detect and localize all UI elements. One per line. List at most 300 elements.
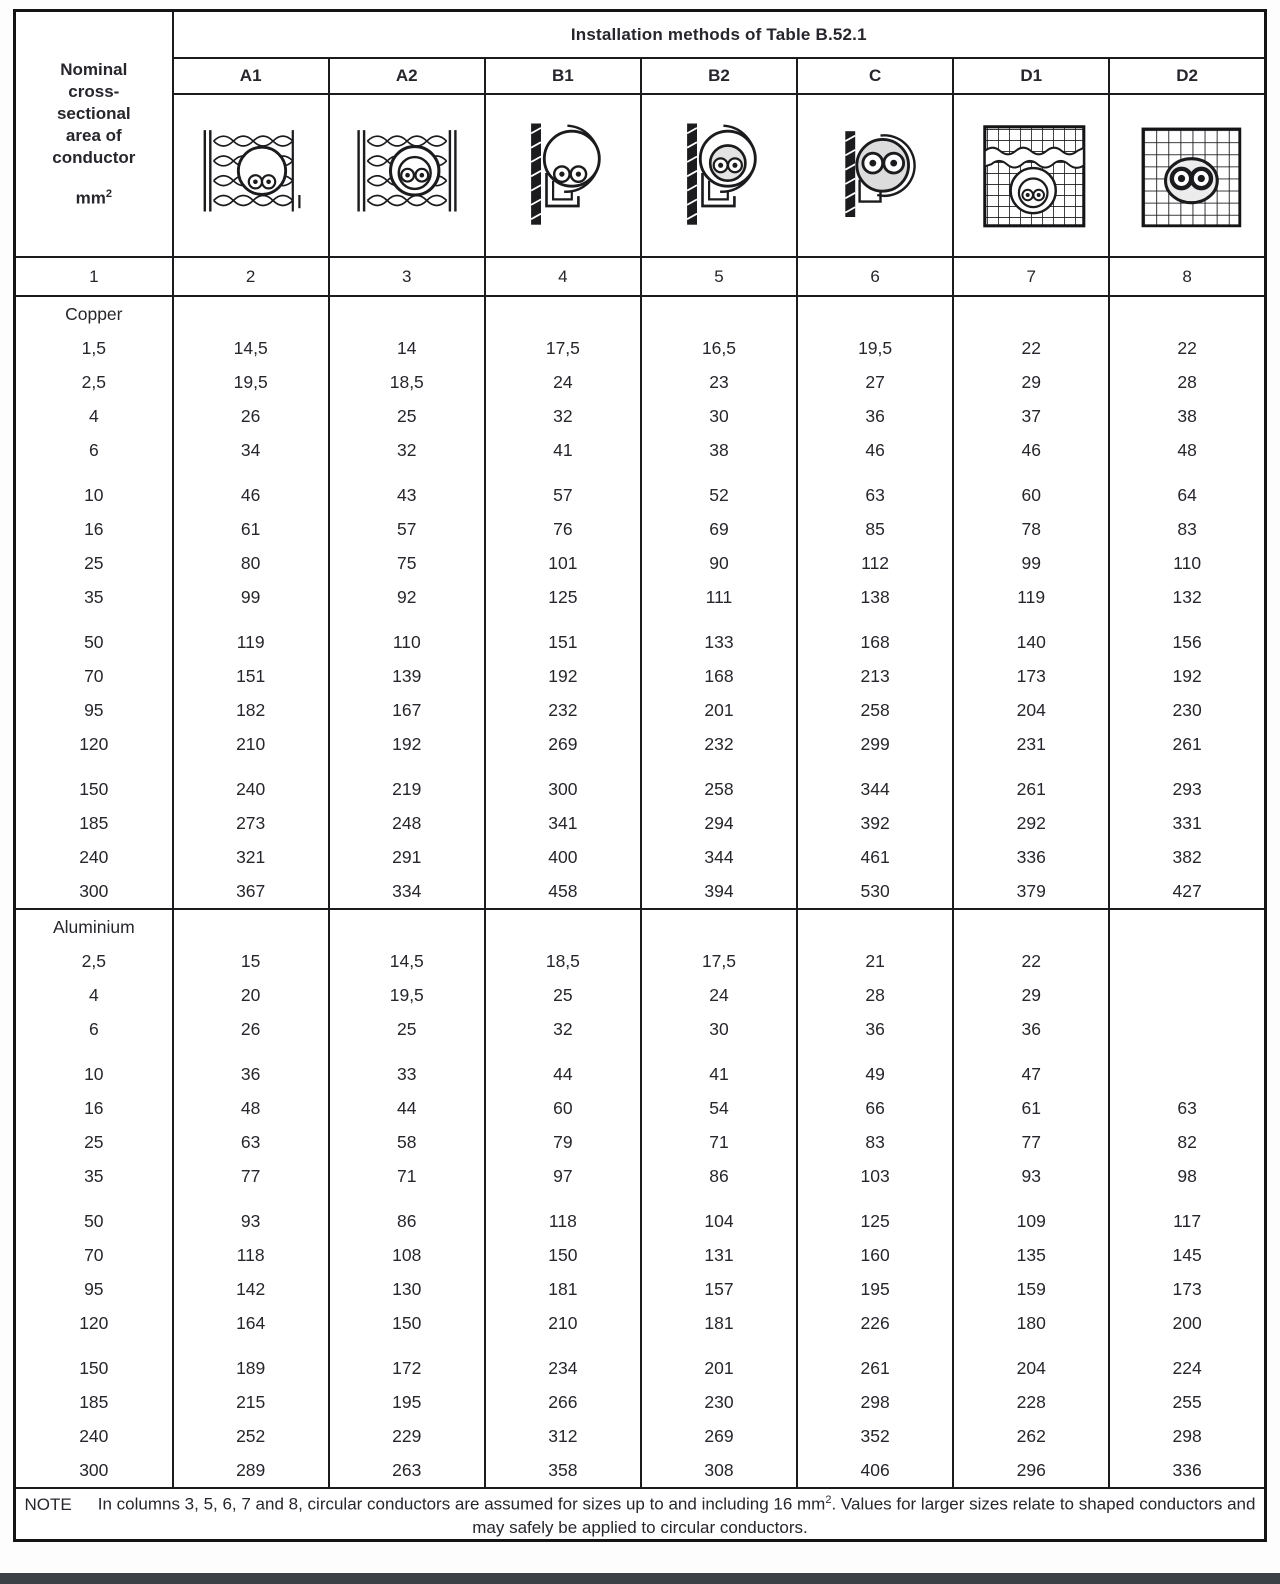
size-cell: 25 [84, 1132, 104, 1152]
capacity-cell: 54 [709, 1098, 729, 1118]
capacity-cell: 24 [553, 372, 573, 392]
section-label-spacer [486, 910, 640, 944]
capacity-cell: 394 [704, 881, 734, 901]
capacity-cell: 292 [1016, 813, 1046, 833]
column-number-8: 8 [1109, 257, 1265, 296]
size-cell: 10 [84, 485, 104, 505]
capacity-cell: 18,5 [545, 951, 580, 971]
conduit-on-wall-icon [508, 114, 618, 232]
capacity-cell: 331 [1172, 813, 1202, 833]
capacity-cell: 36 [1021, 1019, 1041, 1039]
capacity-cell: 261 [860, 1358, 890, 1378]
size-cell: 120 [79, 734, 109, 754]
size-cell: 185 [79, 1392, 109, 1412]
capacity-cell: 64 [1177, 485, 1197, 505]
size-cell: 35 [84, 587, 104, 607]
capacity-column-d2-aluminium [1109, 909, 1265, 1488]
capacity-cell: 36 [240, 1064, 261, 1084]
capacity-cell: 22 [1021, 951, 1041, 971]
capacity-cell: 289 [236, 1460, 266, 1480]
capacity-cell: 71 [397, 1166, 417, 1186]
capacity-cell: 145 [1172, 1245, 1202, 1265]
size-cell: 120 [79, 1313, 109, 1333]
capacity-cell: 28 [1177, 372, 1197, 392]
capacity-cell: 27 [865, 372, 885, 392]
capacity-cell: 150 [548, 1245, 578, 1265]
capacity-cell: 34 [240, 440, 261, 460]
capacity-cell: 215 [236, 1392, 266, 1412]
size-cell: 150 [79, 1358, 109, 1378]
capacity-cell: 230 [704, 1392, 734, 1412]
duct-in-ground-icon [976, 114, 1086, 232]
capacity-cell: 229 [392, 1426, 422, 1446]
size-header-unit: $mm^2$ [75, 187, 112, 208]
column-number-4: 4 [485, 257, 641, 296]
capacity-cell: 110 [392, 632, 421, 652]
capacity-cell: 90 [709, 553, 729, 573]
capacity-cell: 30 [709, 1019, 729, 1039]
capacity-cell: 252 [236, 1426, 266, 1446]
section-label: Copper [65, 304, 123, 324]
capacity-cell: 213 [860, 666, 890, 686]
capacity-cell: 382 [1172, 847, 1202, 867]
capacity-cell: 138 [860, 587, 890, 607]
size-column-aluminium [15, 909, 173, 1488]
capacity-column-a2-aluminium [329, 909, 485, 1488]
capacity-cell: 46 [1021, 440, 1041, 460]
capacity-cell: 26 [240, 1019, 261, 1039]
capacity-cell: 118 [236, 1245, 265, 1265]
capacity-cell: 219 [392, 779, 422, 799]
capacity-cell: 66 [865, 1098, 885, 1118]
capacity-cell: 117 [1173, 1211, 1202, 1231]
conduit-in-insulated-wall-icon [196, 114, 306, 232]
capacity-cell: 181 [548, 1279, 578, 1299]
capacity-cell: 266 [548, 1392, 578, 1412]
capacity-cell: 228 [1016, 1392, 1046, 1412]
capacity-cell: 160 [860, 1245, 890, 1265]
capacity-cell: 173 [1016, 666, 1046, 686]
capacity-cell: 86 [397, 1211, 417, 1231]
capacity-cell: 112 [861, 553, 890, 573]
capacity-cell: 61 [240, 519, 261, 539]
capacity-cell: 29 [1021, 985, 1041, 1005]
capacity-cell: 78 [1021, 519, 1041, 539]
capacity-cell: 461 [860, 847, 890, 867]
capacity-cell: 181 [704, 1313, 734, 1333]
capacity-cell: 23 [709, 372, 729, 392]
capacity-cell: 334 [392, 881, 422, 901]
capacity-cell: 109 [1016, 1211, 1046, 1231]
section-label-spacer [798, 297, 952, 331]
size-column-copper [15, 296, 173, 909]
capacity-cell: 299 [860, 734, 890, 754]
method-label-d1: D1 [953, 58, 1109, 94]
capacity-cell: 231 [1016, 734, 1046, 754]
capacity-cell: 379 [1016, 881, 1046, 901]
capacity-cell: 44 [553, 1064, 573, 1084]
capacity-cell: 294 [704, 813, 734, 833]
capacity-cell: 344 [704, 847, 734, 867]
capacity-cell: 82 [1177, 1132, 1197, 1152]
capacity-cell: 125 [860, 1211, 890, 1231]
capacity-cell: 24 [709, 985, 729, 1005]
size-cell: 2,5 [81, 951, 106, 971]
column-number-1: 1 [15, 257, 173, 296]
size-header-line: cross- [68, 81, 120, 101]
capacity-cell: 192 [1172, 666, 1202, 686]
method-label-c: C [797, 58, 953, 94]
capacity-cell: 36 [865, 1019, 885, 1039]
capacity-cell: 321 [236, 847, 266, 867]
capacity-cell: 352 [860, 1426, 890, 1446]
capacity-cell: 103 [860, 1166, 890, 1186]
capacity-cell: 167 [392, 700, 422, 720]
capacity-cell: 57 [553, 485, 573, 505]
section-label-spacer [330, 910, 484, 944]
capacity-cell: 336 [1016, 847, 1046, 867]
capacity-cell: 192 [392, 734, 422, 754]
capacity-cell: 230 [1172, 700, 1202, 720]
capacity-cell: 16,5 [701, 338, 737, 358]
capacity-cell: 41 [709, 1064, 729, 1084]
capacity-cell: 135 [1016, 1245, 1046, 1265]
capacity-cell: 182 [236, 700, 266, 720]
size-cell: 70 [84, 666, 104, 686]
section-label-spacer [486, 297, 640, 331]
capacity-cell: 261 [1172, 734, 1202, 754]
capacity-cell: 22 [1021, 338, 1041, 358]
capacity-cell [1110, 978, 1264, 1012]
size-cell: 240 [79, 1426, 109, 1446]
capacity-cell: 19,5 [233, 372, 268, 392]
capacity-cell: 14,5 [233, 338, 268, 358]
capacity-cell: 159 [1016, 1279, 1046, 1299]
capacity-cell: 41 [553, 440, 573, 460]
capacity-cell: 63 [865, 485, 885, 505]
capacity-column-d1-aluminium [953, 909, 1109, 1488]
capacity-cell: 61 [1021, 1098, 1041, 1118]
capacity-cell: 125 [548, 587, 578, 607]
column-number-6: 6 [797, 257, 953, 296]
capacity-cell: 234 [548, 1358, 578, 1378]
method-label-a2: A2 [329, 58, 485, 94]
capacity-cell: 131 [704, 1245, 734, 1265]
size-cell: 1,5 [81, 338, 106, 358]
capacity-cell: 226 [860, 1313, 890, 1333]
capacity-cell: 293 [1172, 779, 1202, 799]
capacity-cell: 367 [236, 881, 266, 901]
size-cell: 50 [84, 1211, 104, 1231]
capacity-cell: 108 [392, 1245, 422, 1265]
size-header-line: sectional [56, 103, 131, 123]
capacity-column-a1-aluminium [173, 909, 329, 1488]
size-cell: 240 [79, 847, 109, 867]
capacity-cell: 291 [392, 847, 422, 867]
capacity-cell: 19,5 [389, 985, 424, 1005]
capacity-cell: 14 [397, 338, 417, 358]
capacity-cell: 210 [548, 1313, 578, 1333]
size-cell: 185 [79, 813, 109, 833]
capacity-cell: 110 [1173, 553, 1202, 573]
capacity-cell: 224 [1172, 1358, 1202, 1378]
multicore-cable-in-conduit-on-wall-icon [664, 114, 774, 232]
capacity-cell: 111 [705, 587, 733, 607]
buried-cable-icon [1132, 114, 1242, 232]
capacity-cell: 28 [865, 985, 885, 1005]
capacity-column-b1-copper [485, 296, 641, 909]
capacity-cell: 46 [865, 440, 885, 460]
capacity-cell: 232 [548, 700, 578, 720]
capacity-cell: 133 [704, 632, 734, 652]
capacity-cell: 168 [704, 666, 734, 686]
capacity-cell: 52 [709, 485, 729, 505]
capacity-cell: 60 [1021, 485, 1041, 505]
capacity-cell: 201 [704, 1358, 734, 1378]
capacity-cell: 77 [1021, 1132, 1041, 1152]
capacity-cell: 48 [240, 1098, 261, 1118]
capacity-cell: 392 [860, 813, 890, 833]
capacity-cell: 298 [1172, 1426, 1202, 1446]
capacity-cell: 44 [397, 1098, 417, 1118]
capacity-cell: 248 [392, 813, 422, 833]
capacity-cell: 37 [1021, 406, 1041, 426]
capacity-cell: 336 [1172, 1460, 1202, 1480]
size-header-line: conductor [52, 147, 136, 167]
column-number-2: 2 [173, 257, 329, 296]
capacity-cell: 263 [392, 1460, 422, 1480]
capacity-cell: 33 [397, 1064, 417, 1084]
capacity-cell: 17,5 [701, 951, 737, 971]
capacity-cell: 29 [1021, 372, 1041, 392]
table-title: Installation methods of Table B.52.1 [173, 11, 1266, 59]
capacity-cell: 406 [860, 1460, 890, 1480]
capacity-cell: 19,5 [858, 338, 893, 358]
capacity-column-c-copper [797, 296, 953, 909]
capacity-cell: 210 [236, 734, 266, 754]
capacity-cell: 151 [236, 666, 266, 686]
capacity-cell: 156 [1172, 632, 1202, 652]
capacity-cell [1110, 1012, 1264, 1046]
size-cell: 16 [84, 1098, 104, 1118]
capacity-cell: 57 [397, 519, 417, 539]
section-label-spacer [174, 297, 328, 331]
section-label-spacer [642, 910, 796, 944]
size-cell: 6 [88, 1019, 99, 1039]
multicore-cable-in-conduit-in-insulated-wall-icon [352, 114, 462, 232]
note-tag: NOTE [24, 1494, 72, 1514]
capacity-cell: 98 [1177, 1166, 1197, 1186]
capacity-cell: 151 [548, 632, 578, 652]
section-label-spacer [798, 910, 952, 944]
capacity-cell: 77 [240, 1166, 261, 1186]
capacity-cell: 63 [240, 1132, 261, 1152]
capacity-cell [1110, 1057, 1264, 1091]
capacity-cell: 298 [860, 1392, 890, 1412]
capacity-cell: 17,5 [545, 338, 580, 358]
column-number-7: 7 [953, 257, 1109, 296]
capacity-cell: 201 [704, 700, 734, 720]
capacity-cell: 344 [860, 779, 890, 799]
capacity-cell: 32 [397, 440, 417, 460]
capacity-cell: 38 [709, 440, 729, 460]
size-cell: 150 [79, 779, 109, 799]
size-cell: 300 [79, 1460, 109, 1480]
capacity-cell: 273 [236, 813, 266, 833]
capacity-cell: 80 [240, 553, 261, 573]
capacity-cell: 142 [236, 1279, 266, 1299]
capacity-cell: 60 [553, 1098, 573, 1118]
section-label-spacer [954, 297, 1108, 331]
capacity-cell: 296 [1016, 1460, 1046, 1480]
section-label-spacer [642, 297, 796, 331]
table-note [15, 1488, 1266, 1540]
capacity-cell: 164 [236, 1313, 266, 1333]
capacity-cell: 32 [553, 406, 573, 426]
note-text: In columns 3, 5, 6, 7 and 8, circular conductors are assumed for sizes up to and including 16 mm [97, 1494, 826, 1514]
capacity-cell: 83 [865, 1132, 885, 1152]
capacity-cell: 25 [397, 1019, 417, 1039]
note-sup: 2 [825, 1494, 832, 1506]
capacity-cell: 189 [236, 1358, 266, 1378]
size-cell: 6 [88, 440, 99, 460]
capacity-cell: 261 [1016, 779, 1046, 799]
size-column-header [15, 11, 173, 258]
size-header-line: Nominal [60, 59, 128, 79]
capacity-cell: 76 [553, 519, 573, 539]
capacity-column-b2-aluminium [641, 909, 797, 1488]
capacity-cell: 21 [865, 951, 885, 971]
size-header-line: area of [65, 125, 122, 145]
size-cell: 95 [84, 700, 104, 720]
size-cell: 10 [84, 1064, 104, 1084]
capacity-cell: 132 [1172, 587, 1202, 607]
capacity-cell: 180 [1016, 1313, 1046, 1333]
capacity-column-b1-aluminium [485, 909, 641, 1488]
capacity-cell: 458 [548, 881, 578, 901]
capacity-cell: 99 [240, 587, 261, 607]
size-cell: 2,5 [81, 372, 106, 392]
capacity-cell: 400 [548, 847, 578, 867]
page-bottom-bar [0, 1573, 1280, 1584]
size-cell: 4 [88, 406, 99, 426]
column-number-5: 5 [641, 257, 797, 296]
capacity-cell: 25 [553, 985, 573, 1005]
capacity-cell: 97 [553, 1166, 573, 1186]
section-label-spacer [954, 910, 1108, 944]
capacity-cell: 26 [240, 406, 261, 426]
method-label-a1: A1 [173, 58, 329, 94]
capacity-cell: 99 [1021, 553, 1041, 573]
capacity-cell: 48 [1177, 440, 1197, 460]
size-cell: 35 [84, 1166, 104, 1186]
capacity-cell: 195 [392, 1392, 422, 1412]
capacity-cell: 46 [240, 485, 261, 505]
capacity-cell: 192 [548, 666, 578, 686]
section-row-aluminium [15, 909, 1266, 1488]
capacity-cell: 172 [392, 1358, 422, 1378]
capacity-cell: 530 [860, 881, 890, 901]
capacity-cell: 86 [709, 1166, 729, 1186]
size-cell: 16 [84, 519, 104, 539]
capacity-cell: 232 [704, 734, 734, 754]
capacity-cell: 157 [704, 1279, 734, 1299]
capacity-cell: 63 [1177, 1098, 1197, 1118]
capacity-cell: 200 [1172, 1313, 1202, 1333]
capacity-cell: 427 [1172, 881, 1202, 901]
capacity-cell: 83 [1177, 519, 1197, 539]
size-cell: 95 [84, 1279, 104, 1299]
capacity-cell: 119 [1017, 587, 1046, 607]
capacity-column-d1-copper [953, 296, 1109, 909]
capacity-cell: 47 [1021, 1064, 1041, 1084]
capacity-column-a2-copper [329, 296, 485, 909]
column-number-row [15, 257, 1266, 296]
capacity-cell: 140 [1016, 632, 1046, 652]
capacity-cell: 22 [1177, 338, 1197, 358]
capacity-cell: 240 [236, 779, 266, 799]
capacity-cell: 258 [860, 700, 890, 720]
capacity-cell: 20 [240, 985, 261, 1005]
capacity-cell: 358 [548, 1460, 578, 1480]
capacity-cell: 262 [1016, 1426, 1046, 1446]
size-cell: 300 [79, 881, 109, 901]
size-cell: 25 [84, 553, 104, 573]
method-label-b2: B2 [641, 58, 797, 94]
capacity-cell: 173 [1172, 1279, 1202, 1299]
capacity-cell: 168 [860, 632, 890, 652]
capacity-cell: 118 [548, 1211, 577, 1231]
column-number-3: 3 [329, 257, 485, 296]
capacity-cell: 36 [865, 406, 885, 426]
capacity-column-b2-copper [641, 296, 797, 909]
capacity-cell: 130 [392, 1279, 422, 1299]
capacity-cell: 58 [397, 1132, 417, 1152]
capacity-cell: 93 [1021, 1166, 1041, 1186]
capacity-cell: 18,5 [389, 372, 424, 392]
capacity-cell: 150 [392, 1313, 422, 1333]
capacity-cell [1110, 944, 1264, 978]
capacity-cell: 341 [548, 813, 578, 833]
capacity-cell: 38 [1177, 406, 1197, 426]
section-row-copper [15, 296, 1266, 909]
capacity-cell: 204 [1016, 700, 1046, 720]
capacity-cell: 258 [704, 779, 734, 799]
capacity-cell: 15 [240, 951, 261, 971]
capacity-cell: 85 [865, 519, 885, 539]
cable-clipped-direct-icon [820, 114, 930, 232]
capacity-cell: 93 [240, 1211, 261, 1231]
capacity-table [13, 9, 1267, 1542]
capacity-cell: 269 [548, 734, 578, 754]
capacity-cell: 195 [860, 1279, 890, 1299]
capacity-cell: 30 [709, 406, 729, 426]
method-icon-row [15, 94, 1266, 257]
section-label-spacer [174, 910, 328, 944]
capacity-cell: 300 [548, 779, 578, 799]
capacity-cell: 269 [704, 1426, 734, 1446]
capacity-cell: 308 [704, 1460, 734, 1480]
capacity-column-c-aluminium [797, 909, 953, 1488]
section-label-spacer [330, 297, 484, 331]
capacity-cell: 25 [397, 406, 417, 426]
capacity-cell: 92 [397, 587, 417, 607]
method-label-b1: B1 [485, 58, 641, 94]
section-label-spacer [1110, 910, 1264, 944]
capacity-cell: 32 [553, 1019, 573, 1039]
capacity-cell: 104 [704, 1211, 734, 1231]
capacity-cell: 69 [709, 519, 729, 539]
